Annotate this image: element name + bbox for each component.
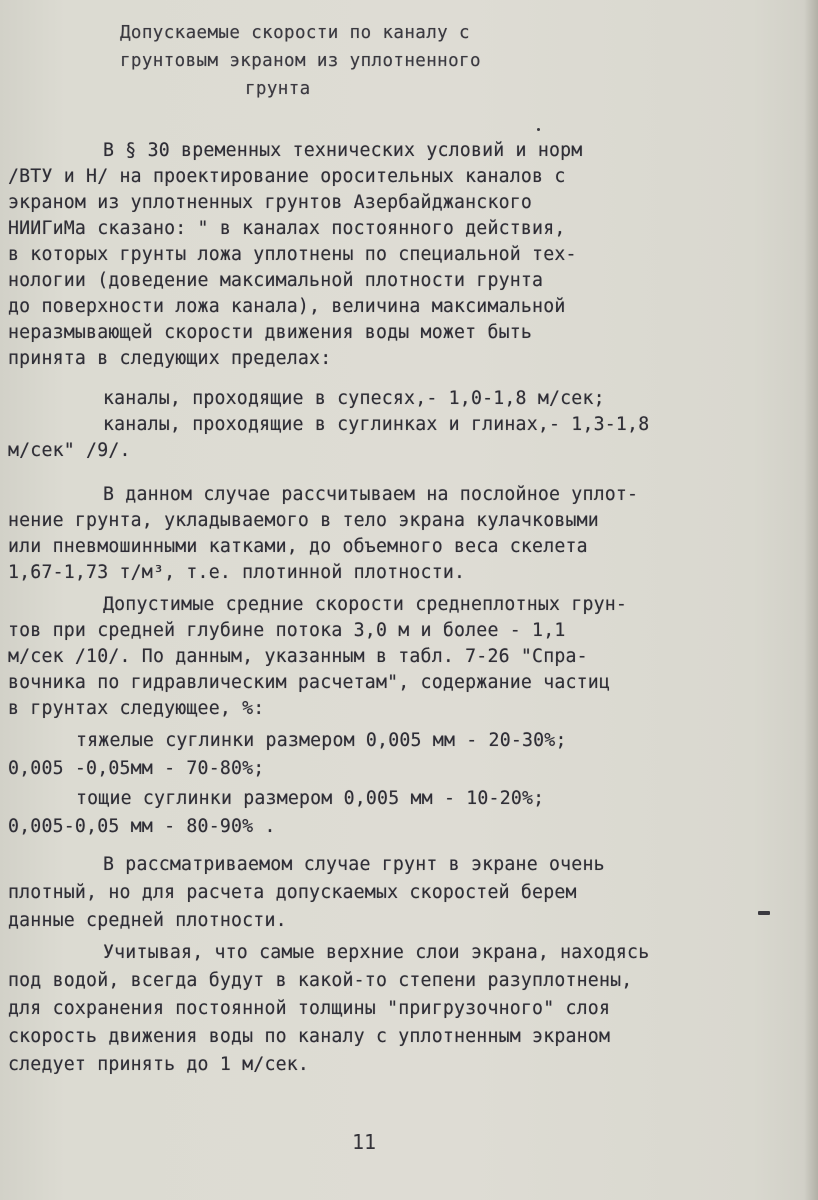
list-line: 0,005 -0,05мм - 70-80%; (8, 758, 265, 779)
list-line: каналы, проходящие в супесях,- 1,0-1,8 м/сек; (103, 388, 605, 409)
paragraph-line: тов при средней глубине потока 3,0 м и более - 1,1 (8, 620, 566, 641)
paragraph-line: скорость движения воды по каналу с уплотненным экраном (8, 1026, 611, 1047)
paragraph-line: м/сек /10/. По данным, указанным в табл. 7-26 "Спра- (8, 646, 588, 667)
list-line: м/сек" /9/. (8, 440, 131, 461)
list-line: 0,005-0,05 мм - 80-90% . (8, 816, 276, 837)
paragraph-line: нологии (доведение максимальной плотности грунта (8, 270, 544, 291)
list-line: тяжелые суглинки размером 0,005 мм - 20-30%; (76, 730, 567, 751)
paragraph-line: экраном из уплотненных грунтов Азербайджанского (8, 192, 533, 213)
paragraph-line: под водой, всегда будут в какой-то степени разуплотнены, (8, 970, 633, 991)
paragraph-line: /ВТУ и Н/ на проектирование оросительных каналов с (8, 166, 566, 187)
margin-ink-mark (758, 911, 770, 915)
paragraph-line: вочника по гидравлическим расчетам", содержание частиц (8, 672, 611, 693)
ink-dot-mark (537, 128, 540, 131)
list-line: каналы, проходящие в суглинках и глинах,- 1,3-1,8 (103, 414, 650, 435)
title-line-2: грунтовым экраном из уплотненного (120, 51, 481, 71)
paragraph-line: Учитывая, что самые верхние слои экрана, находясь (103, 942, 650, 963)
paragraph-line: плотный, но для расчета допускаемых скоростей берем (8, 882, 577, 903)
paragraph-line: в грунтах следующее, %: (8, 698, 265, 719)
paragraph-line: до поверхности ложа канала), величина максимальной (8, 296, 566, 317)
paragraph-line: неразмывающей скорости движения воды может быть (8, 322, 533, 343)
paragraph-line: следует принять до 1 м/сек. (8, 1054, 310, 1075)
paragraph-line: для сохранения постоянной толщины "пригрузочного" слоя (8, 998, 611, 1019)
paragraph-line: В данном случае рассчитываем на послойное уплот- (103, 484, 639, 505)
paragraph-line: нение грунта, укладываемого в тело экрана кулачковыми (8, 510, 599, 531)
paragraph-line: НИИГиМа сказано: " в каналах постоянного действия, (8, 218, 566, 239)
list-line: тощие суглинки размером 0,005 мм - 10-20%; (76, 788, 545, 809)
paragraph-line: в которых грунты ложа уплотнены по специальной тех- (8, 244, 577, 265)
title-line-1: Допускаемые скорости по каналу с (120, 23, 470, 43)
paragraph-line: принята в следующих пределах: (8, 348, 332, 369)
page-number: 11 (352, 1130, 377, 1154)
title-line-3: грунта (245, 79, 311, 99)
paragraph-line: или пневмошинными катками, до объемного веса скелета (8, 536, 588, 557)
paragraph-line: 1,67-1,73 т/м³, т.е. плотинной плотности. (8, 562, 466, 583)
paragraph-line: данные средней плотности. (8, 910, 287, 931)
paragraph-line: В рассматриваемом случае грунт в экране очень (103, 854, 605, 875)
paragraph-line: В § 30 временных технических условий и норм (103, 140, 583, 161)
paragraph-line: Допустимые средние скорости среднеплотных грун- (103, 594, 628, 615)
